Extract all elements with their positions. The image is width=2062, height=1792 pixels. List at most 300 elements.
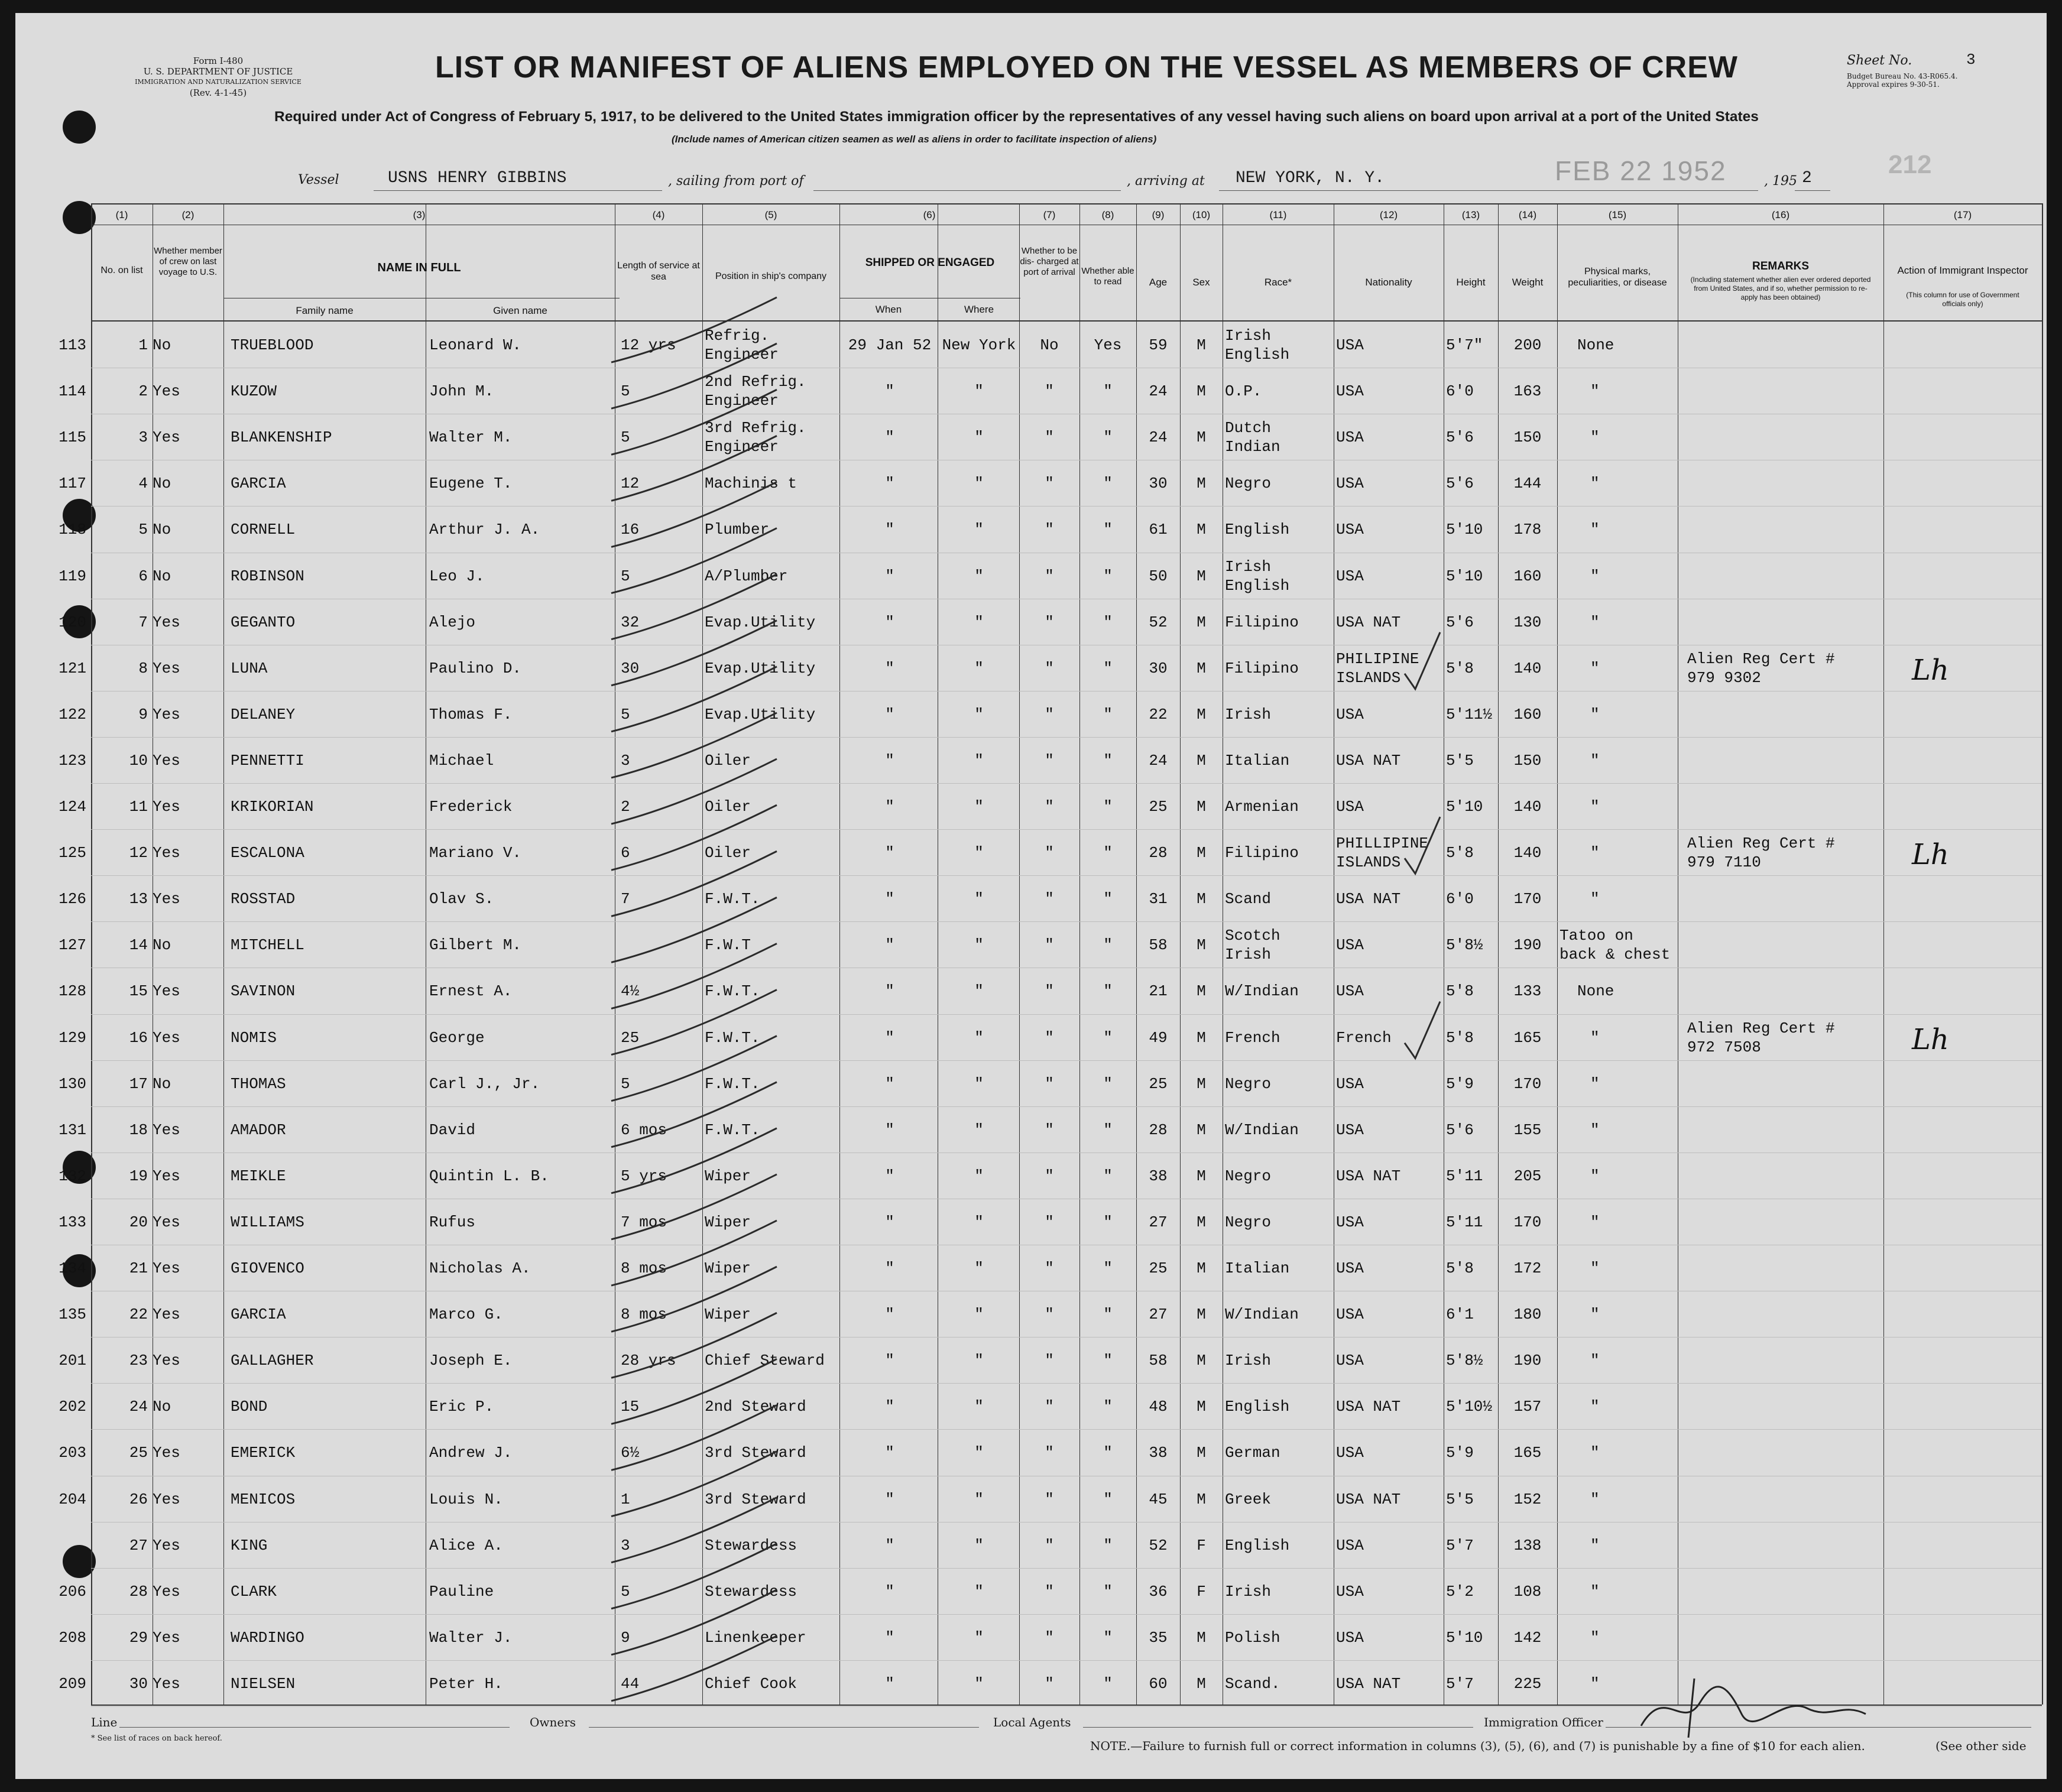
- to-be-discharged: ": [1045, 613, 1054, 631]
- shipped-when: ": [885, 1398, 894, 1416]
- form-title: LIST OR MANIFEST OF ALIENS EMPLOYED ON THE VESSEL AS MEMBERS OF CREW: [435, 50, 1738, 85]
- position-line1: Wiper: [705, 1213, 751, 1231]
- to-be-discharged: ": [1045, 521, 1054, 539]
- nationality-line1: USA: [1336, 936, 1364, 955]
- check-stroke: [611, 1544, 777, 1609]
- to-be-discharged: ": [1045, 982, 1054, 1001]
- check-stroke: [611, 436, 777, 501]
- to-be-discharged: ": [1045, 1444, 1054, 1462]
- race-line1: Filipino: [1225, 613, 1299, 631]
- form-subtitle-note: (Include names of American citizen seamen as well as aliens in order to facilitate inspection of aliens): [672, 134, 1157, 145]
- vessel-label: Vessel: [298, 173, 339, 187]
- position-line1: Evap.Utility: [705, 613, 816, 631]
- sex: M: [1197, 1213, 1206, 1231]
- shipped-when: ": [885, 1167, 894, 1185]
- length-of-service: 5: [621, 1582, 630, 1601]
- header-member-last-voyage: Whether member of crew on last voyage to U.S.: [154, 246, 222, 277]
- length-of-service: 7 mos: [621, 1213, 667, 1231]
- race-line1: Italian: [1225, 751, 1290, 770]
- position-line1: 3rd Steward: [705, 1490, 806, 1508]
- check-stroke: [611, 667, 777, 732]
- race-line2: Irish: [1225, 946, 1272, 964]
- length-of-service: 12 yrs: [621, 336, 676, 355]
- length-of-service: 4½: [621, 982, 640, 1001]
- family-name: ROBINSON: [231, 567, 304, 585]
- length-of-service: 5: [621, 705, 630, 723]
- check-stroke: [611, 528, 777, 593]
- header-sex: Sex: [1192, 277, 1210, 288]
- able-to-read: Yes: [1094, 336, 1122, 355]
- physical-marks-line1: ": [1590, 1167, 1600, 1185]
- given-name: Eric P.: [429, 1398, 494, 1416]
- list-number: 3: [138, 428, 148, 447]
- age: 24: [1149, 751, 1168, 770]
- to-be-discharged: ": [1045, 1628, 1054, 1647]
- line-number: 121: [59, 659, 86, 677]
- shipped-where: ": [974, 1444, 984, 1462]
- height: 5'10: [1446, 521, 1483, 539]
- weight: 225: [1513, 1674, 1542, 1693]
- physical-marks-line1: ": [1590, 382, 1600, 401]
- check-mark: [1405, 1002, 1440, 1059]
- family-name: SAVINON: [231, 982, 296, 1001]
- length-of-service: 25: [621, 1028, 640, 1047]
- list-number: 2: [138, 382, 148, 401]
- age: 50: [1149, 567, 1168, 585]
- vessel-name: USNS HENRY GIBBINS: [388, 169, 567, 187]
- shipped-when: ": [885, 798, 894, 816]
- line-number: 206: [59, 1582, 86, 1601]
- check-stroke: [611, 1590, 777, 1655]
- line-number: 114: [59, 382, 86, 401]
- line-number: 127: [59, 936, 86, 955]
- position-line1: Oiler: [705, 844, 751, 862]
- family-name: LUNA: [231, 659, 268, 677]
- shipped-when: ": [885, 1536, 894, 1554]
- weight: 165: [1513, 1028, 1542, 1047]
- column-number-14: (14): [1518, 209, 1537, 220]
- race-line1: Irish: [1225, 557, 1272, 576]
- inspector-initials: Lh: [1912, 653, 1949, 687]
- inspector-initials: Lh: [1912, 1022, 1949, 1056]
- sex: M: [1197, 1259, 1206, 1278]
- header-family-name: Family name: [296, 305, 354, 316]
- to-be-discharged: ": [1045, 1259, 1054, 1278]
- able-to-read: ": [1103, 1490, 1113, 1508]
- shipped-when: ": [885, 1490, 894, 1508]
- penalty-note: NOTE.—Failure to furnish full or correct information in columns (3), (5), (6), and (7) is punishable by a fine of $10 for each alien.: [1090, 1739, 1865, 1753]
- header-length-of-service: Length of service at sea: [617, 261, 700, 282]
- length-of-service: 6½: [621, 1444, 640, 1462]
- sex: M: [1197, 613, 1206, 631]
- race-line1: Filipino: [1225, 844, 1299, 862]
- given-name: Thomas F.: [429, 705, 513, 723]
- handwritten-marks: [91, 203, 2042, 1705]
- length-of-service: 5: [621, 382, 630, 401]
- height: 5'5: [1446, 1490, 1474, 1508]
- races-note: * See list of races on back hereof.: [91, 1734, 222, 1743]
- list-number: 13: [129, 890, 148, 908]
- length-of-service: 6 mos: [621, 1121, 667, 1139]
- revision: (Rev. 4-1-45): [189, 87, 247, 98]
- shipped-where: ": [974, 1121, 984, 1139]
- line-number: 128: [59, 982, 86, 1001]
- family-name: GIOVENCO: [231, 1259, 304, 1278]
- family-name: WARDINGO: [231, 1628, 304, 1647]
- race-line1: Irish: [1225, 1582, 1272, 1601]
- weight: 170: [1513, 1074, 1542, 1093]
- age: 25: [1149, 1259, 1168, 1278]
- able-to-read: ": [1103, 1674, 1113, 1693]
- sex: M: [1197, 1121, 1206, 1139]
- family-name: ROSSTAD: [231, 890, 296, 908]
- position-line1: Refrig.: [705, 327, 770, 345]
- line-number: 132: [59, 1167, 86, 1185]
- shipped-where: ": [974, 475, 984, 493]
- line-number: 209: [59, 1674, 86, 1693]
- shipped-when: ": [885, 428, 894, 447]
- shipped-where: ": [974, 890, 984, 908]
- position-line1: Wiper: [705, 1259, 751, 1278]
- line-number: 117: [59, 475, 86, 493]
- nationality-line1: USA: [1336, 705, 1364, 723]
- member-last-voyage: Yes: [153, 659, 180, 677]
- given-name: Ernest A.: [429, 982, 513, 1001]
- able-to-read: ": [1103, 1121, 1113, 1139]
- year-label: , 195: [1764, 174, 1797, 189]
- family-name: NIELSEN: [231, 1674, 296, 1693]
- header-nationality: Nationality: [1365, 277, 1412, 288]
- shipped-where: ": [974, 1259, 984, 1278]
- physical-marks-line1: ": [1590, 1028, 1600, 1047]
- length-of-service: 5: [621, 1074, 630, 1093]
- shipped-where: ": [974, 1074, 984, 1093]
- member-last-voyage: Yes: [153, 890, 180, 908]
- sex: M: [1197, 844, 1206, 862]
- check-stroke: [611, 1636, 777, 1701]
- list-number: 4: [138, 475, 148, 493]
- shipped-where: ": [974, 1028, 984, 1047]
- age: 28: [1149, 844, 1168, 862]
- member-last-voyage: No: [153, 1398, 171, 1416]
- shipped-where: ": [974, 428, 984, 447]
- nationality-line1: USA: [1336, 1213, 1364, 1231]
- race-line1: Filipino: [1225, 659, 1299, 677]
- height: 5'11: [1446, 1213, 1483, 1231]
- race-line1: Scand: [1225, 890, 1272, 908]
- physical-marks-line1: ": [1590, 1582, 1600, 1601]
- shipped-when: ": [885, 705, 894, 723]
- age: 60: [1149, 1674, 1168, 1693]
- position-line1: Oiler: [705, 751, 751, 770]
- check-stroke: [611, 343, 777, 408]
- family-name: GARCIA: [231, 475, 286, 493]
- able-to-read: ": [1103, 844, 1113, 862]
- nationality-line1: USA: [1336, 1259, 1364, 1278]
- weight: 142: [1513, 1628, 1542, 1647]
- shipped-where: ": [974, 1490, 984, 1508]
- length-of-service: 9: [621, 1628, 630, 1647]
- shipped-where: ": [974, 382, 984, 401]
- line-number: 208: [59, 1628, 86, 1647]
- check-stroke: [611, 1082, 777, 1147]
- member-last-voyage: Yes: [153, 982, 180, 1001]
- race-line1: Negro: [1225, 1074, 1272, 1093]
- check-stroke: [611, 897, 777, 962]
- column-number-11: (11): [1269, 209, 1287, 220]
- line-number: 126: [59, 890, 86, 908]
- footer-owners-label: Owners: [530, 1715, 576, 1729]
- line-number: 134: [59, 1259, 86, 1278]
- shipped-when: ": [885, 1352, 894, 1370]
- able-to-read: ": [1103, 1352, 1113, 1370]
- weight: 170: [1513, 890, 1542, 908]
- column-number-4: (4): [652, 209, 665, 220]
- race-line1: Armenian: [1225, 798, 1299, 816]
- list-number: 6: [138, 567, 148, 585]
- length-of-service: 5: [621, 428, 630, 447]
- weight: 152: [1513, 1490, 1542, 1508]
- physical-marks-line1: ": [1590, 1121, 1600, 1139]
- member-last-voyage: Yes: [153, 1121, 180, 1139]
- able-to-read: ": [1103, 613, 1113, 631]
- family-name: GEGANTO: [231, 613, 296, 631]
- position-line1: F.W.T.: [705, 982, 760, 1001]
- race-line1: Negro: [1225, 1213, 1272, 1231]
- able-to-read: ": [1103, 382, 1113, 401]
- height: 5'10: [1446, 1628, 1483, 1647]
- family-name: THOMAS: [231, 1074, 286, 1093]
- remarks-line2: 979 7110: [1687, 853, 1761, 872]
- race-line1: German: [1225, 1444, 1280, 1462]
- given-name: Andrew J.: [429, 1444, 513, 1462]
- list-number: 24: [129, 1398, 148, 1416]
- shipped-when: ": [885, 521, 894, 539]
- able-to-read: ": [1103, 1167, 1113, 1185]
- shipped-when: 29 Jan 52: [848, 336, 932, 355]
- physical-marks-line1: ": [1590, 1306, 1600, 1324]
- position-line1: Machinis t: [705, 475, 797, 493]
- shipped-where: ": [974, 567, 984, 585]
- line-number: 118: [59, 521, 86, 539]
- member-last-voyage: No: [153, 936, 171, 955]
- family-name: WILLIAMS: [231, 1213, 304, 1231]
- family-name: CLARK: [231, 1582, 277, 1601]
- column-number-10: (10): [1192, 209, 1211, 220]
- header-physical-marks: Physical marks, peculiarities, or disease: [1568, 267, 1667, 288]
- form-block: [121, 56, 316, 98]
- shipped-when: ": [885, 1306, 894, 1324]
- physical-marks-line1: ": [1590, 1398, 1600, 1416]
- to-be-discharged: ": [1045, 1398, 1054, 1416]
- family-name: ESCALONA: [231, 844, 304, 862]
- able-to-read: ": [1103, 1306, 1113, 1324]
- list-number: 17: [129, 1074, 148, 1093]
- race-line1: Irish: [1225, 327, 1272, 345]
- age: 36: [1149, 1582, 1168, 1601]
- able-to-read: ": [1103, 982, 1113, 1001]
- nationality-line1: USA NAT: [1336, 1398, 1401, 1416]
- weight: 138: [1513, 1536, 1542, 1554]
- race-line1: Scotch: [1225, 927, 1280, 945]
- age: 52: [1149, 1536, 1168, 1554]
- shipped-where: ": [974, 936, 984, 955]
- weight: 144: [1513, 475, 1542, 493]
- sex: M: [1197, 705, 1206, 723]
- check-stroke: [611, 1313, 777, 1378]
- length-of-service: 44: [621, 1674, 640, 1693]
- line-number: 129: [59, 1028, 86, 1047]
- given-name: Paulino D.: [429, 659, 522, 677]
- check-stroke: [611, 1498, 777, 1563]
- sex: M: [1197, 1306, 1206, 1324]
- weight: 155: [1513, 1121, 1542, 1139]
- list-number: 29: [129, 1628, 148, 1647]
- weight: 163: [1513, 382, 1542, 401]
- age: 38: [1149, 1444, 1168, 1462]
- race-line1: Polish: [1225, 1628, 1280, 1647]
- member-last-voyage: Yes: [153, 1213, 180, 1231]
- age: 22: [1149, 705, 1168, 723]
- shipped-where: ": [974, 1398, 984, 1416]
- given-name: Michael: [429, 751, 494, 770]
- shipped-where: ": [974, 1674, 984, 1693]
- list-number: 30: [129, 1674, 148, 1693]
- header-remarks: REMARKS: [1752, 260, 1810, 272]
- height: 5'10: [1446, 798, 1483, 816]
- date-stamp: FEB 22 1952: [1555, 155, 1727, 186]
- inspector-signature: [1629, 1673, 1878, 1744]
- physical-marks-line1: ": [1590, 475, 1600, 493]
- to-be-discharged: ": [1045, 936, 1054, 955]
- race-line1: Italian: [1225, 1259, 1290, 1278]
- age: 30: [1149, 659, 1168, 677]
- column-number-13: (13): [1461, 209, 1480, 220]
- able-to-read: ": [1103, 1028, 1113, 1047]
- member-last-voyage: Yes: [153, 1490, 180, 1508]
- height: 5'8: [1446, 1028, 1474, 1047]
- shipped-where: ": [974, 982, 984, 1001]
- column-number-17: (17): [1953, 209, 1972, 220]
- list-number: 16: [129, 1028, 148, 1047]
- length-of-service: 8 mos: [621, 1259, 667, 1278]
- race-line1: O.P.: [1225, 382, 1262, 401]
- height: 5'8: [1446, 982, 1474, 1001]
- able-to-read: ": [1103, 475, 1113, 493]
- height: 6'0: [1446, 382, 1474, 401]
- height: 5'5: [1446, 751, 1474, 770]
- sex: M: [1197, 1398, 1206, 1416]
- arriving-port: NEW YORK, N. Y.: [1236, 169, 1385, 187]
- header-action-inspector: Action of Immigrant Inspector: [1897, 265, 2028, 276]
- nationality-line1: USA: [1336, 1444, 1364, 1462]
- shipped-where: ": [974, 751, 984, 770]
- member-last-voyage: Yes: [153, 705, 180, 723]
- height: 5'8: [1446, 1259, 1474, 1278]
- line-number: 204: [59, 1490, 86, 1508]
- to-be-discharged: ": [1045, 1490, 1054, 1508]
- check-stroke: [611, 574, 777, 639]
- member-last-voyage: Yes: [153, 1306, 180, 1324]
- physical-marks-line1: Tatoo on: [1560, 927, 1633, 945]
- check-stroke: [611, 1036, 777, 1101]
- shipped-where: ": [974, 1582, 984, 1601]
- able-to-read: ": [1103, 1628, 1113, 1647]
- age: 38: [1149, 1167, 1168, 1185]
- check-stroke: [611, 482, 777, 547]
- family-name: MENICOS: [231, 1490, 296, 1508]
- weight: 133: [1513, 982, 1542, 1001]
- line-number: 133: [59, 1213, 86, 1231]
- sex: M: [1197, 798, 1206, 816]
- able-to-read: ": [1103, 1444, 1113, 1462]
- physical-marks-line1: ": [1590, 705, 1600, 723]
- age: 61: [1149, 521, 1168, 539]
- height: 5'8: [1446, 659, 1474, 677]
- race-line1: Negro: [1225, 475, 1272, 493]
- sheet-number: 3: [1966, 51, 1976, 69]
- to-be-discharged: ": [1045, 1582, 1054, 1601]
- shipped-where: ": [974, 1352, 984, 1370]
- able-to-read: ": [1103, 1398, 1113, 1416]
- weight: 180: [1513, 1306, 1542, 1324]
- approval-expiry: Approval expires 9-30-51.: [1847, 80, 1940, 89]
- nationality-line1: PHILIPINE: [1336, 650, 1419, 668]
- weight: 108: [1513, 1582, 1542, 1601]
- column-number-3: (3): [413, 209, 426, 220]
- height: 5'10½: [1446, 1398, 1493, 1416]
- shipped-when: ": [885, 1259, 894, 1278]
- check-stroke: [611, 805, 777, 870]
- member-last-voyage: No: [153, 1074, 171, 1093]
- given-name: Louis N.: [429, 1490, 503, 1508]
- able-to-read: ": [1103, 659, 1113, 677]
- length-of-service: 16: [621, 521, 640, 539]
- race-line1: W/Indian: [1225, 982, 1299, 1001]
- physical-marks-line1: ": [1590, 1536, 1600, 1554]
- physical-marks-line1: ": [1590, 428, 1600, 447]
- position-line1: 3rd Steward: [705, 1444, 806, 1462]
- height: 5'7": [1446, 336, 1483, 355]
- height: 5'10: [1446, 567, 1483, 585]
- family-name: EMERICK: [231, 1444, 296, 1462]
- member-last-voyage: Yes: [153, 1259, 180, 1278]
- column-number-8: (8): [1101, 209, 1114, 220]
- shipped-where: ": [974, 1213, 984, 1231]
- header-action-note: (This column for use of Government officials only): [1906, 291, 2019, 308]
- member-last-voyage: Yes: [153, 428, 180, 447]
- nationality-line1: French: [1336, 1028, 1392, 1047]
- physical-marks-line1: ": [1590, 890, 1600, 908]
- height: 5'9: [1446, 1444, 1474, 1462]
- column-number-2: (2): [181, 209, 194, 220]
- able-to-read: ": [1103, 1074, 1113, 1093]
- given-name: Olav S.: [429, 890, 494, 908]
- to-be-discharged: ": [1045, 844, 1054, 862]
- position-line1: A/Plumber: [705, 567, 788, 585]
- position-line1: Evap.Utility: [705, 705, 816, 723]
- remarks-line1: Alien Reg Cert #: [1687, 835, 1835, 853]
- member-last-voyage: Yes: [153, 751, 180, 770]
- given-name: Nicholas A.: [429, 1259, 531, 1278]
- age: 27: [1149, 1213, 1168, 1231]
- length-of-service: 5 yrs: [621, 1167, 667, 1185]
- column-number-12: (12): [1379, 209, 1398, 220]
- to-be-discharged: ": [1045, 798, 1054, 816]
- line-number: 122: [59, 705, 86, 723]
- member-last-voyage: Yes: [153, 1028, 180, 1047]
- shipped-when: ": [885, 659, 894, 677]
